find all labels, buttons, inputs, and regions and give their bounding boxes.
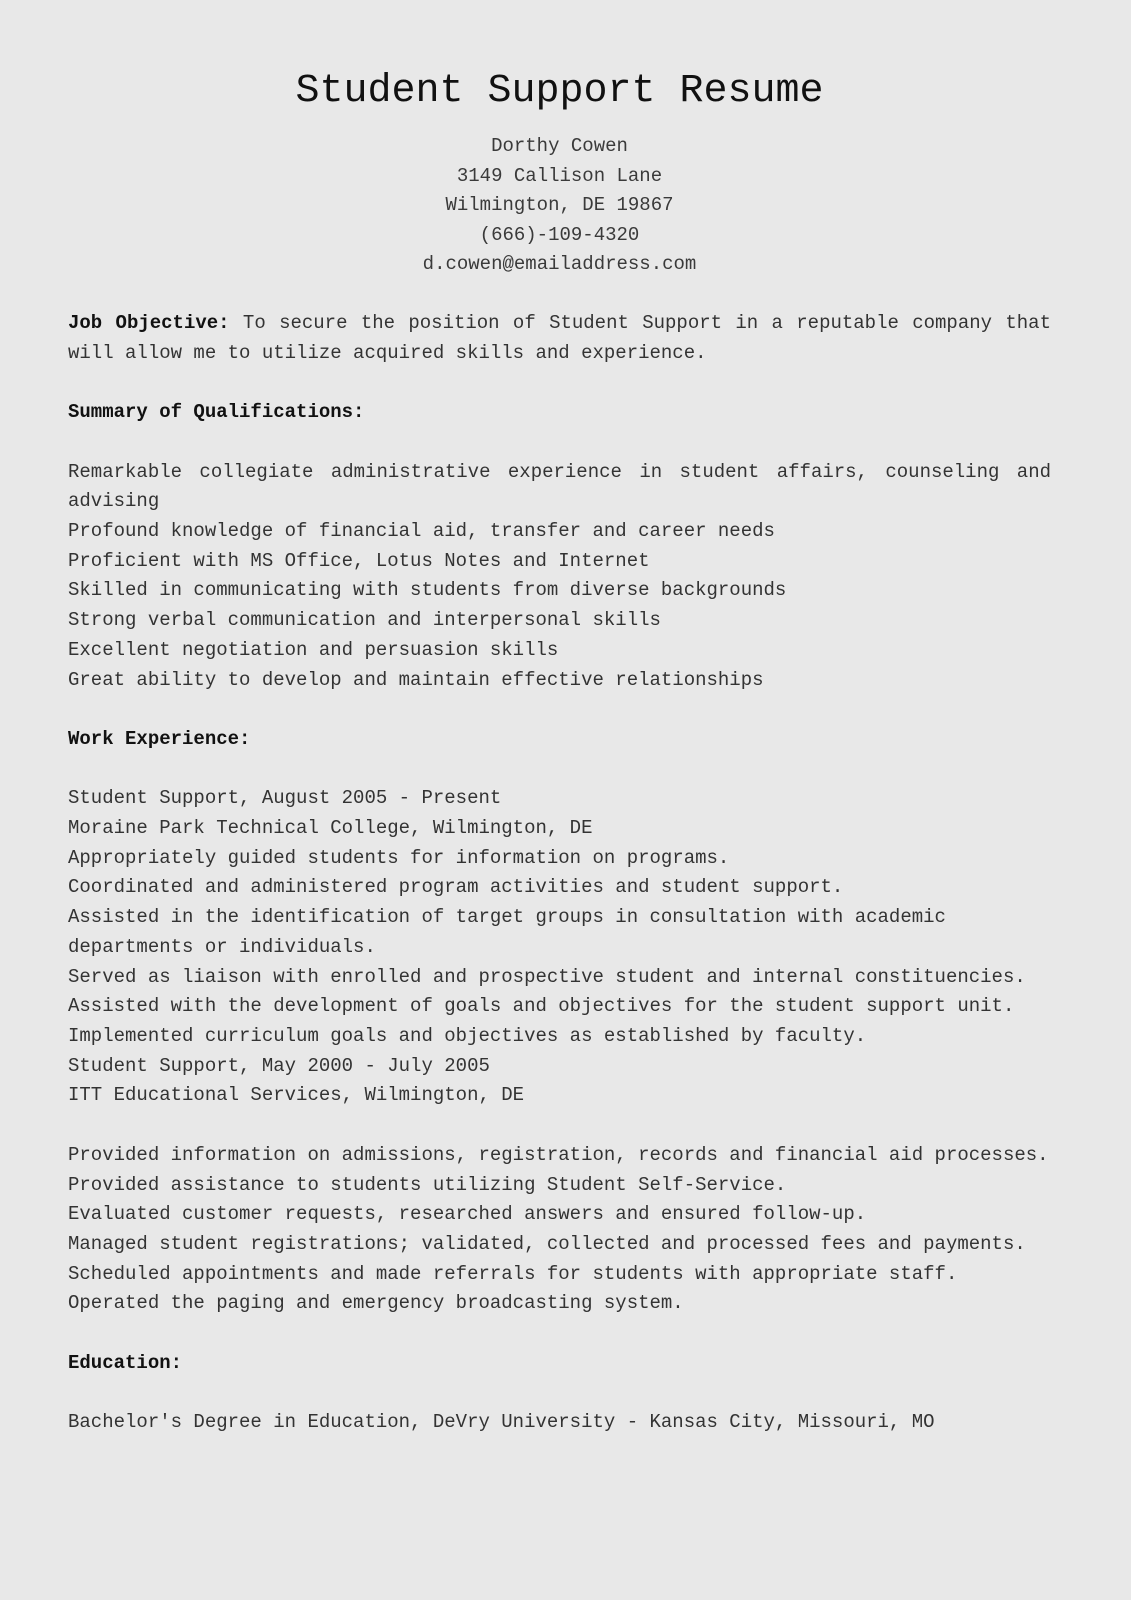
spacer	[68, 1111, 1051, 1141]
job-employer: ITT Educational Services, Wilmington, DE	[68, 1084, 525, 1107]
work-heading: Work Experience:	[68, 727, 251, 750]
summary-item: Profound knowledge of financial aid, transfer and career needs	[68, 520, 775, 543]
job-duty: Assisted with the development of goals and objectives for the student support unit.	[68, 995, 1015, 1018]
contact-city: Wilmington, DE 19867	[445, 194, 674, 216]
contact-name: Dorthy Cowen	[491, 135, 628, 157]
job-objective-label: Job Objective:	[68, 312, 230, 335]
job-objective	[68, 309, 1051, 368]
spacer	[68, 755, 1051, 785]
page-title: Student Support Resume	[295, 69, 824, 114]
spacer	[68, 428, 1051, 458]
job-duty: Managed student registrations; validated, collected and processed fees and payments.	[68, 1232, 1026, 1255]
contact-phone: (666)-109-4320	[479, 223, 640, 246]
spacer	[68, 280, 1051, 310]
job-duty: Provided assistance to students utilizing Student Self-Service.	[68, 1173, 787, 1196]
spacer	[68, 369, 1051, 399]
summary-list	[68, 458, 1051, 696]
summary-item: Proficient with MS Office, Lotus Notes and Internet	[68, 549, 650, 572]
summary-heading: Summary of Qualifications:	[68, 401, 365, 424]
job-duty: Coordinated and administered program activities and student support.	[68, 876, 844, 899]
summary-item: Great ability to develop and maintain effective relationships	[68, 668, 764, 691]
job-duty: Assisted in the identification of target groups in consultation with academic departments or individuals.	[68, 906, 946, 958]
education-item: Bachelor's Degree in Education, DeVry University - Kansas City, Missouri, MO	[68, 1411, 935, 1434]
work-job	[68, 784, 1051, 1051]
job-duty: Appropriately guided students for information on programs.	[68, 846, 730, 869]
spacer	[68, 695, 1051, 725]
job-duty: Served as liaison with enrolled and prospective student and internal constituencies.	[68, 965, 1026, 988]
summary-item: Skilled in communicating with students from diverse backgrounds	[68, 579, 787, 602]
job-duty: Scheduled appointments and made referrals for students with appropriate staff.	[68, 1262, 958, 1285]
job-duty: Implemented curriculum goals and objectives as established by faculty.	[68, 1025, 867, 1047]
job-objective-text: To secure the position of Student Support in a reputable company that will allow me to utilize acquired skills and experience.	[68, 312, 1051, 364]
job-duty: Operated the paging and emergency broadcasting system.	[68, 1292, 684, 1315]
work-job	[68, 1052, 1051, 1319]
summary-item: Excellent negotiation and persuasion skills	[68, 638, 559, 661]
job-duty: Provided information on admissions, registration, records and financial aid processes.	[68, 1143, 1049, 1166]
job-employer: Moraine Park Technical College, Wilmington, DE	[68, 817, 593, 840]
education-heading: Education:	[68, 1351, 183, 1374]
job-duty: Evaluated customer requests, researched answers and ensured follow-up.	[68, 1203, 867, 1226]
spacer	[68, 1378, 1051, 1408]
contact-email: d.cowen@emailaddress.com	[422, 253, 697, 275]
summary-item: Remarkable collegiate administrative experience in student affairs, counseling and advising	[68, 460, 1051, 513]
contact-block	[68, 132, 1051, 280]
spacer	[68, 1319, 1051, 1349]
job-title: Student Support, May 2000 - July 2005	[68, 1054, 490, 1077]
summary-item: Strong verbal communication and interpersonal skills	[68, 609, 661, 632]
contact-street: 3149 Callison Lane	[456, 164, 663, 187]
education-list	[68, 1408, 1051, 1438]
job-title: Student Support, August 2005 - Present	[68, 787, 502, 810]
